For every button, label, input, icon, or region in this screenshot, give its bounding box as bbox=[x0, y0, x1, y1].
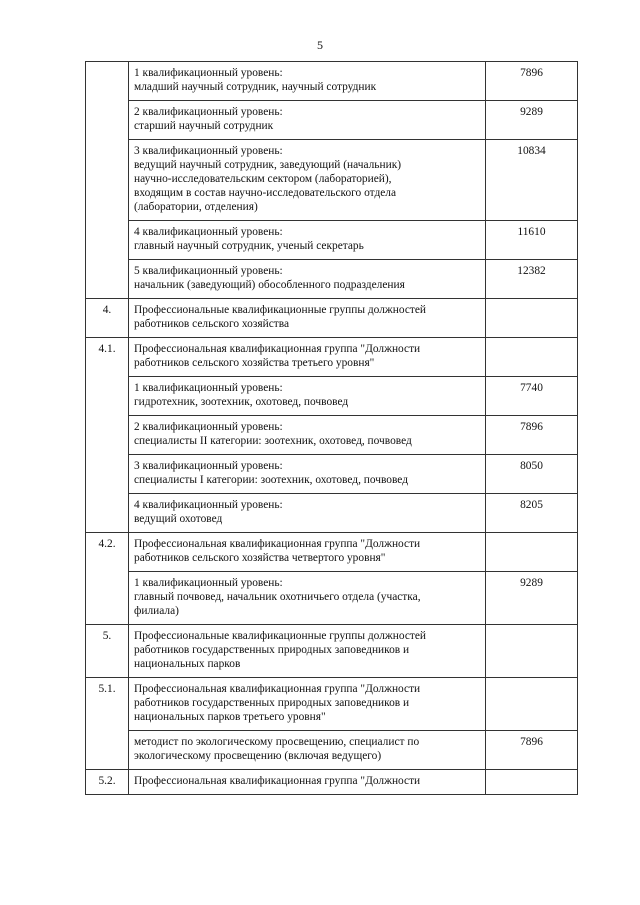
table-row bbox=[86, 731, 578, 770]
description-cell: 2 квалификационный уровень: старший научный сотрудник bbox=[129, 101, 486, 140]
description-cell: Профессиональные квалификационные группы должностей работников сельского хозяйства bbox=[129, 299, 486, 338]
row-number-cell: 5. bbox=[86, 625, 129, 678]
table-row bbox=[86, 533, 578, 572]
table-row bbox=[86, 494, 578, 533]
value-cell: 11610 bbox=[486, 221, 578, 260]
table-row bbox=[86, 678, 578, 731]
row-number-cell: 4.2. bbox=[86, 533, 129, 625]
value-cell bbox=[486, 770, 578, 795]
table-row bbox=[86, 260, 578, 299]
description-cell: 1 квалификационный уровень: главный почвовед, начальник охотничьего отдела (участка, филиала) bbox=[129, 572, 486, 625]
row-number-cell: 5.1. bbox=[86, 678, 129, 770]
value-cell bbox=[486, 338, 578, 377]
row-number-cell: 5.2. bbox=[86, 770, 129, 795]
description-cell: 4 квалификационный уровень: ведущий охотовед bbox=[129, 494, 486, 533]
table-row bbox=[86, 299, 578, 338]
table-row bbox=[86, 221, 578, 260]
description-cell: Профессиональная квалификационная группа "Должности работников государственных природных заповедников и национальных парков третьего уровня" bbox=[129, 678, 486, 731]
value-cell: 9289 bbox=[486, 572, 578, 625]
description-cell: 1 квалификационный уровень: младший научный сотрудник, научный сотрудник bbox=[129, 62, 486, 101]
salary-table bbox=[85, 61, 578, 795]
table-row bbox=[86, 572, 578, 625]
table-row bbox=[86, 101, 578, 140]
table-row bbox=[86, 338, 578, 377]
description-cell: Профессиональная квалификационная группа "Должности bbox=[129, 770, 486, 795]
description-cell: Профессиональные квалификационные группы должностей работников государственных природных заповедников и национальных парков bbox=[129, 625, 486, 678]
description-cell: методист по экологическому просвещению, специалист по экологическому просвещению (включая ведущего) bbox=[129, 731, 486, 770]
value-cell bbox=[486, 625, 578, 678]
value-cell: 12382 bbox=[486, 260, 578, 299]
table-row bbox=[86, 625, 578, 678]
value-cell: 7896 bbox=[486, 416, 578, 455]
table-row bbox=[86, 455, 578, 494]
row-number-cell: 4.1. bbox=[86, 338, 129, 533]
description-cell: 3 квалификационный уровень: ведущий научный сотрудник, заведующий (начальник) научно-исследовательским сектором (лабораторией), входящим в состав научно-исследовательского отдела (лаборатории, отделения) bbox=[129, 140, 486, 221]
row-number-cell: 4. bbox=[86, 299, 129, 338]
table-row bbox=[86, 140, 578, 221]
value-cell: 7896 bbox=[486, 62, 578, 101]
value-cell: 8205 bbox=[486, 494, 578, 533]
description-cell: Профессиональная квалификационная группа "Должности работников сельского хозяйства четвертого уровня" bbox=[129, 533, 486, 572]
description-cell: 3 квалификационный уровень: специалисты I категории: зоотехник, охотовед, почвовед bbox=[129, 455, 486, 494]
table-row bbox=[86, 770, 578, 795]
row-number-cell bbox=[86, 62, 129, 299]
value-cell bbox=[486, 678, 578, 731]
table-row bbox=[86, 416, 578, 455]
value-cell: 8050 bbox=[486, 455, 578, 494]
page-number: 5 bbox=[317, 38, 323, 52]
description-cell: 4 квалификационный уровень: главный научный сотрудник, ученый секретарь bbox=[129, 221, 486, 260]
value-cell: 10834 bbox=[486, 140, 578, 221]
description-cell: 2 квалификационный уровень: специалисты II категории: зоотехник, охотовед, почвовед bbox=[129, 416, 486, 455]
value-cell: 7896 bbox=[486, 731, 578, 770]
value-cell bbox=[486, 299, 578, 338]
value-cell: 7740 bbox=[486, 377, 578, 416]
description-cell: 5 квалификационный уровень: начальник (заведующий) обособленного подразделения bbox=[129, 260, 486, 299]
description-cell: Профессиональная квалификационная группа "Должности работников сельского хозяйства третьего уровня" bbox=[129, 338, 486, 377]
table-row bbox=[86, 62, 578, 101]
value-cell: 9289 bbox=[486, 101, 578, 140]
table-row bbox=[86, 377, 578, 416]
value-cell bbox=[486, 533, 578, 572]
description-cell: 1 квалификационный уровень: гидротехник, зоотехник, охотовед, почвовед bbox=[129, 377, 486, 416]
